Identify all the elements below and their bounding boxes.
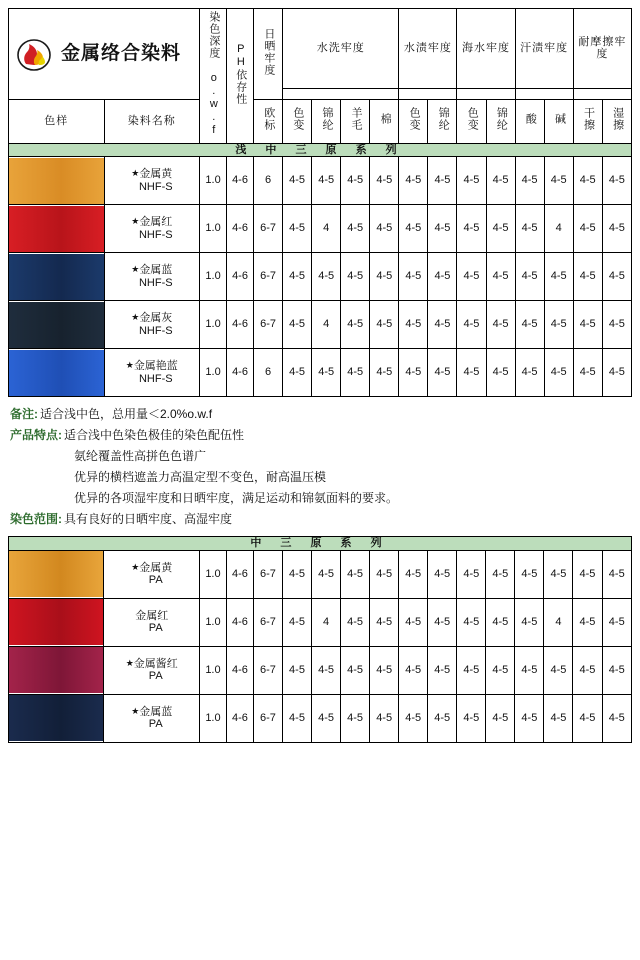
cell-value-14: 4-5 bbox=[602, 550, 632, 598]
cell-value-3: 4-5 bbox=[282, 694, 311, 742]
brand-cell bbox=[9, 9, 200, 100]
cell-value-2: 6-7 bbox=[253, 550, 282, 598]
color-swatch bbox=[9, 158, 104, 204]
color-swatch-cell bbox=[9, 157, 105, 205]
note-row bbox=[10, 425, 630, 446]
cell-value-3: 4-5 bbox=[283, 349, 312, 397]
cell-value-6: 4-5 bbox=[370, 598, 399, 646]
cell-value-1: 4-6 bbox=[227, 349, 254, 397]
cell-value-13: 4-5 bbox=[573, 205, 602, 253]
cell-value-13: 4-5 bbox=[573, 694, 602, 742]
star-icon: ★ bbox=[131, 561, 140, 572]
table-row bbox=[9, 550, 632, 598]
cell-value-8: 4-5 bbox=[428, 253, 457, 301]
cell-value-8: 4-5 bbox=[428, 598, 457, 646]
cell-value-14: 4-5 bbox=[602, 253, 631, 301]
dye-name-cell bbox=[104, 598, 199, 646]
table-row bbox=[9, 253, 632, 301]
cell-value-1: 4-6 bbox=[226, 598, 253, 646]
fastness-table-bottom bbox=[8, 536, 632, 743]
cell-value-3: 4-5 bbox=[282, 550, 311, 598]
cell-value-13: 4-5 bbox=[573, 349, 602, 397]
table-row bbox=[9, 205, 632, 253]
hdr-pad-water bbox=[399, 88, 457, 99]
cell-value-4: 4-5 bbox=[312, 646, 341, 694]
cell-value-12: 4-5 bbox=[544, 349, 573, 397]
star-icon: ★ bbox=[131, 168, 140, 179]
cell-value-0: 1.0 bbox=[199, 550, 226, 598]
cell-value-4: 4-5 bbox=[312, 253, 341, 301]
note-text: 具有良好的日晒牢度、高湿牢度 bbox=[64, 512, 233, 527]
cell-value-10: 4-5 bbox=[486, 205, 515, 253]
cell-value-14: 4-5 bbox=[602, 157, 631, 205]
color-swatch-cell bbox=[9, 646, 104, 694]
cell-value-6: 4-5 bbox=[370, 253, 399, 301]
cell-value-6: 4-5 bbox=[370, 646, 399, 694]
hdr-pad-wash bbox=[283, 88, 399, 99]
cell-value-0: 1.0 bbox=[199, 694, 226, 742]
cell-value-0: 1.0 bbox=[200, 253, 227, 301]
note-label: 备注: bbox=[10, 407, 38, 422]
note-text: 适合浅中色染色极佳的染色配伍性 bbox=[64, 428, 245, 443]
cell-value-3: 4-5 bbox=[282, 598, 311, 646]
cell-value-4: 4-5 bbox=[312, 349, 341, 397]
color-swatch bbox=[9, 551, 103, 597]
cell-value-3: 4-5 bbox=[283, 253, 312, 301]
cell-value-14: 4-5 bbox=[602, 205, 631, 253]
color-swatch bbox=[9, 647, 103, 693]
cell-value-4: 4-5 bbox=[312, 694, 341, 742]
color-swatch bbox=[9, 206, 104, 252]
dye-name-line1: 金属红 bbox=[139, 216, 173, 229]
table-row bbox=[9, 694, 632, 742]
header-rub-group: 耐摩擦牢度 bbox=[573, 9, 631, 89]
cell-value-4: 4-5 bbox=[312, 550, 341, 598]
cell-value-10: 4-5 bbox=[486, 646, 515, 694]
cell-value-13: 4-5 bbox=[573, 646, 602, 694]
star-icon: ★ bbox=[125, 657, 134, 668]
cell-value-11: 4-5 bbox=[515, 550, 544, 598]
cell-value-2: 6-7 bbox=[253, 646, 282, 694]
cell-value-3: 4-5 bbox=[282, 646, 311, 694]
dye-name-cell bbox=[104, 550, 199, 598]
cell-value-5: 4-5 bbox=[341, 301, 370, 349]
cell-value-9: 4-5 bbox=[457, 598, 486, 646]
cell-value-6: 4-5 bbox=[370, 301, 399, 349]
cell-value-14: 4-5 bbox=[602, 301, 631, 349]
dye-name-cell bbox=[104, 253, 200, 301]
cell-value-2: 6-7 bbox=[254, 205, 283, 253]
star-icon: ★ bbox=[131, 216, 140, 227]
header-sweat-0: 酸 bbox=[515, 99, 544, 143]
cell-value-4: 4 bbox=[312, 598, 341, 646]
table-row bbox=[9, 598, 632, 646]
cell-value-11: 4-5 bbox=[515, 205, 544, 253]
cell-value-1: 4-6 bbox=[226, 550, 253, 598]
cell-value-5: 4-5 bbox=[341, 157, 370, 205]
color-swatch-cell bbox=[9, 301, 105, 349]
cell-value-12: 4-5 bbox=[544, 694, 573, 742]
cell-value-11: 4-5 bbox=[515, 253, 544, 301]
cell-value-3: 4-5 bbox=[283, 205, 312, 253]
note-text: 优异的横档遮盖力高温定型不变色，耐高温压模 bbox=[74, 470, 327, 485]
cell-value-9: 4-5 bbox=[457, 646, 486, 694]
cell-value-14: 4-5 bbox=[602, 694, 632, 742]
dye-name-line1: 金属红 bbox=[135, 609, 169, 622]
dye-name-cell bbox=[104, 157, 200, 205]
header-sea-1: 锦纶 bbox=[486, 99, 515, 143]
notes-block bbox=[10, 404, 630, 530]
color-swatch-cell bbox=[9, 694, 104, 742]
cell-value-8: 4-5 bbox=[428, 550, 457, 598]
note-text: 优异的各项湿牢度和日晒牢度，满足运动和锦氨面料的要求。 bbox=[74, 491, 399, 506]
col-sample: 色样 bbox=[9, 99, 105, 143]
cell-value-11: 4-5 bbox=[515, 301, 544, 349]
cell-value-10: 4-5 bbox=[486, 550, 515, 598]
note-row bbox=[10, 446, 630, 467]
dye-name-line1: 金属酱红 bbox=[133, 657, 178, 670]
cell-value-10: 4-5 bbox=[486, 598, 515, 646]
series-band-row bbox=[9, 143, 632, 157]
dye-name-cell bbox=[104, 301, 200, 349]
dye-name-line2: PA bbox=[148, 574, 163, 587]
header-ph: PH依存性 bbox=[227, 9, 254, 144]
header-rub-0: 干擦 bbox=[573, 99, 602, 143]
cell-value-5: 4-5 bbox=[341, 253, 370, 301]
cell-value-3: 4-5 bbox=[283, 157, 312, 205]
note-label: 染色范围: bbox=[10, 512, 62, 527]
cell-value-10: 4-5 bbox=[486, 253, 515, 301]
cell-value-9: 4-5 bbox=[457, 205, 486, 253]
color-swatch bbox=[9, 254, 104, 300]
dye-name-line2: NHF-S bbox=[138, 228, 173, 241]
header-sweat-1: 碱 bbox=[544, 99, 573, 143]
cell-value-9: 4-5 bbox=[457, 349, 486, 397]
cell-value-9: 4-5 bbox=[457, 157, 486, 205]
color-swatch-cell bbox=[9, 253, 105, 301]
series-band: 中 三 原 系 列 bbox=[9, 537, 632, 551]
note-row bbox=[10, 488, 630, 509]
cell-value-2: 6-7 bbox=[254, 253, 283, 301]
color-swatch-cell bbox=[9, 349, 105, 397]
cell-value-0: 1.0 bbox=[200, 205, 227, 253]
dye-name-line2: NHF-S bbox=[138, 180, 173, 193]
cell-value-9: 4-5 bbox=[457, 550, 486, 598]
color-swatch bbox=[9, 350, 104, 396]
cell-value-4: 4 bbox=[312, 205, 341, 253]
header-sea-0: 色变 bbox=[457, 99, 486, 143]
header-water-1: 锦纶 bbox=[428, 99, 457, 143]
cell-value-12: 4 bbox=[544, 205, 573, 253]
cell-value-0: 1.0 bbox=[200, 349, 227, 397]
header-sweat-group: 汗渍牢度 bbox=[515, 9, 573, 89]
cell-value-13: 4-5 bbox=[573, 301, 602, 349]
dye-name-line1: 金属蓝 bbox=[139, 264, 173, 277]
cell-value-7: 4-5 bbox=[399, 301, 428, 349]
header-sea-group: 海水牢度 bbox=[457, 9, 515, 89]
cell-value-10: 4-5 bbox=[486, 157, 515, 205]
cell-value-14: 4-5 bbox=[602, 349, 631, 397]
header-wash-2: 羊毛 bbox=[341, 99, 370, 143]
color-swatch bbox=[9, 302, 104, 348]
dye-name-cell bbox=[104, 205, 200, 253]
header-row-colnames bbox=[9, 99, 632, 143]
cell-value-10: 4-5 bbox=[486, 349, 515, 397]
color-swatch-cell bbox=[9, 550, 104, 598]
header-row-groups bbox=[9, 9, 632, 89]
cell-value-13: 4-5 bbox=[573, 157, 602, 205]
cell-value-1: 4-6 bbox=[227, 301, 254, 349]
star-icon: ★ bbox=[131, 705, 140, 716]
dye-name-line1: 金属灰 bbox=[139, 312, 173, 325]
cell-value-9: 4-5 bbox=[457, 253, 486, 301]
cell-value-1: 4-6 bbox=[226, 694, 253, 742]
cell-value-5: 4-5 bbox=[341, 550, 370, 598]
table-row bbox=[9, 349, 632, 397]
note-row bbox=[10, 404, 630, 425]
series-band-row bbox=[9, 537, 632, 551]
cell-value-2: 6-7 bbox=[253, 694, 282, 742]
cell-value-1: 4-6 bbox=[227, 157, 254, 205]
color-swatch-cell bbox=[9, 598, 104, 646]
header-light-std: 欧标 bbox=[254, 99, 283, 143]
cell-value-4: 4 bbox=[312, 301, 341, 349]
col-dyename: 染料名称 bbox=[104, 99, 200, 143]
header-wash-3: 棉 bbox=[370, 99, 399, 143]
cell-value-14: 4-5 bbox=[602, 646, 632, 694]
cell-value-12: 4-5 bbox=[544, 253, 573, 301]
header-light-group: 日晒牢度 bbox=[254, 9, 283, 100]
cell-value-1: 4-6 bbox=[227, 205, 254, 253]
note-text: 氨纶覆盖性高拼色色谱广 bbox=[74, 449, 207, 464]
cell-value-11: 4-5 bbox=[515, 157, 544, 205]
cell-value-8: 4-5 bbox=[428, 349, 457, 397]
cell-value-6: 4-5 bbox=[370, 205, 399, 253]
fastness-table-top bbox=[8, 8, 632, 397]
hdr-pad-sea bbox=[457, 88, 515, 99]
cell-value-12: 4-5 bbox=[544, 157, 573, 205]
dye-name-line2: PA bbox=[148, 670, 163, 683]
cell-value-5: 4-5 bbox=[341, 205, 370, 253]
cell-value-7: 4-5 bbox=[399, 550, 428, 598]
dye-name-line2: PA bbox=[148, 718, 163, 731]
cell-value-3: 4-5 bbox=[283, 301, 312, 349]
dye-name-cell bbox=[104, 646, 199, 694]
hdr-pad-rub bbox=[573, 88, 631, 99]
note-text: 适合浅中色，总用量＜2.0%o.w.f bbox=[40, 407, 213, 422]
cell-value-12: 4-5 bbox=[544, 550, 573, 598]
cell-value-2: 6 bbox=[254, 157, 283, 205]
table-row bbox=[9, 301, 632, 349]
cell-value-6: 4-5 bbox=[370, 157, 399, 205]
cell-value-11: 4-5 bbox=[515, 694, 544, 742]
cell-value-13: 4-5 bbox=[573, 598, 602, 646]
header-wash-1: 锦纶 bbox=[312, 99, 341, 143]
cell-value-9: 4-5 bbox=[457, 694, 486, 742]
cell-value-10: 4-5 bbox=[486, 301, 515, 349]
cell-value-8: 4-5 bbox=[428, 694, 457, 742]
dye-name-line1: 金属艳蓝 bbox=[133, 360, 178, 373]
cell-value-2: 6 bbox=[254, 349, 283, 397]
dye-name-line1: 金属蓝 bbox=[139, 705, 173, 718]
header-wash-group: 水洗牢度 bbox=[283, 9, 399, 89]
cell-value-7: 4-5 bbox=[399, 598, 428, 646]
dye-name-line1: 金属黄 bbox=[139, 168, 173, 181]
dye-name-line2: NHF-S bbox=[138, 372, 173, 385]
flame-logo-icon bbox=[15, 35, 53, 73]
color-swatch-cell bbox=[9, 205, 105, 253]
cell-value-8: 4-5 bbox=[428, 301, 457, 349]
cell-value-8: 4-5 bbox=[428, 205, 457, 253]
cell-value-12: 4-5 bbox=[544, 646, 573, 694]
cell-value-0: 1.0 bbox=[200, 157, 227, 205]
cell-value-8: 4-5 bbox=[428, 646, 457, 694]
star-icon: ★ bbox=[125, 360, 134, 371]
cell-value-13: 4-5 bbox=[573, 253, 602, 301]
table-row bbox=[9, 646, 632, 694]
cell-value-5: 4-5 bbox=[341, 598, 370, 646]
cell-value-0: 1.0 bbox=[199, 646, 226, 694]
header-water-group: 水渍牢度 bbox=[399, 9, 457, 89]
cell-value-11: 4-5 bbox=[515, 349, 544, 397]
cell-value-5: 4-5 bbox=[341, 349, 370, 397]
dye-name-line2: NHF-S bbox=[138, 276, 173, 289]
dye-name-cell bbox=[104, 694, 199, 742]
cell-value-4: 4-5 bbox=[312, 157, 341, 205]
dye-name-line2: PA bbox=[148, 622, 163, 635]
cell-value-5: 4-5 bbox=[341, 646, 370, 694]
header-rub-1: 湿擦 bbox=[602, 99, 631, 143]
dye-name-cell bbox=[104, 349, 200, 397]
cell-value-11: 4-5 bbox=[515, 598, 544, 646]
series-band: 浅 中 三 原 系 列 bbox=[9, 143, 632, 157]
cell-value-7: 4-5 bbox=[399, 349, 428, 397]
color-swatch bbox=[9, 599, 103, 645]
header-depth: 染色深度 o.w.f bbox=[200, 9, 227, 144]
cell-value-10: 4-5 bbox=[486, 694, 515, 742]
cell-value-11: 4-5 bbox=[515, 646, 544, 694]
cell-value-7: 4-5 bbox=[399, 694, 428, 742]
star-icon: ★ bbox=[131, 264, 140, 275]
cell-value-7: 4-5 bbox=[399, 646, 428, 694]
star-icon: ★ bbox=[131, 312, 140, 323]
cell-value-12: 4 bbox=[544, 598, 573, 646]
header-wash-0: 色变 bbox=[283, 99, 312, 143]
cell-value-0: 1.0 bbox=[199, 598, 226, 646]
cell-value-1: 4-6 bbox=[226, 646, 253, 694]
cell-value-13: 4-5 bbox=[573, 550, 602, 598]
cell-value-1: 4-6 bbox=[227, 253, 254, 301]
cell-value-6: 4-5 bbox=[370, 550, 399, 598]
cell-value-2: 6-7 bbox=[254, 301, 283, 349]
brand-title: 金属络合染料 bbox=[61, 42, 182, 64]
cell-value-6: 4-5 bbox=[370, 349, 399, 397]
cell-value-5: 4-5 bbox=[341, 694, 370, 742]
header-water-0: 色变 bbox=[399, 99, 428, 143]
table-row bbox=[9, 157, 632, 205]
note-row bbox=[10, 467, 630, 488]
cell-value-7: 4-5 bbox=[399, 253, 428, 301]
cell-value-14: 4-5 bbox=[602, 598, 632, 646]
cell-value-6: 4-5 bbox=[370, 694, 399, 742]
color-swatch bbox=[9, 695, 103, 741]
dye-name-line2: NHF-S bbox=[138, 324, 173, 337]
cell-value-0: 1.0 bbox=[200, 301, 227, 349]
cell-value-12: 4-5 bbox=[544, 301, 573, 349]
table-section2-host bbox=[0, 536, 640, 743]
cell-value-8: 4-5 bbox=[428, 157, 457, 205]
dye-name-line1: 金属黄 bbox=[139, 561, 173, 574]
cell-value-9: 4-5 bbox=[457, 301, 486, 349]
hdr-pad-sweat bbox=[515, 88, 573, 99]
cell-value-7: 4-5 bbox=[399, 157, 428, 205]
note-label: 产品特点: bbox=[10, 428, 62, 443]
note-row bbox=[10, 509, 630, 530]
cell-value-2: 6-7 bbox=[253, 598, 282, 646]
cell-value-7: 4-5 bbox=[399, 205, 428, 253]
